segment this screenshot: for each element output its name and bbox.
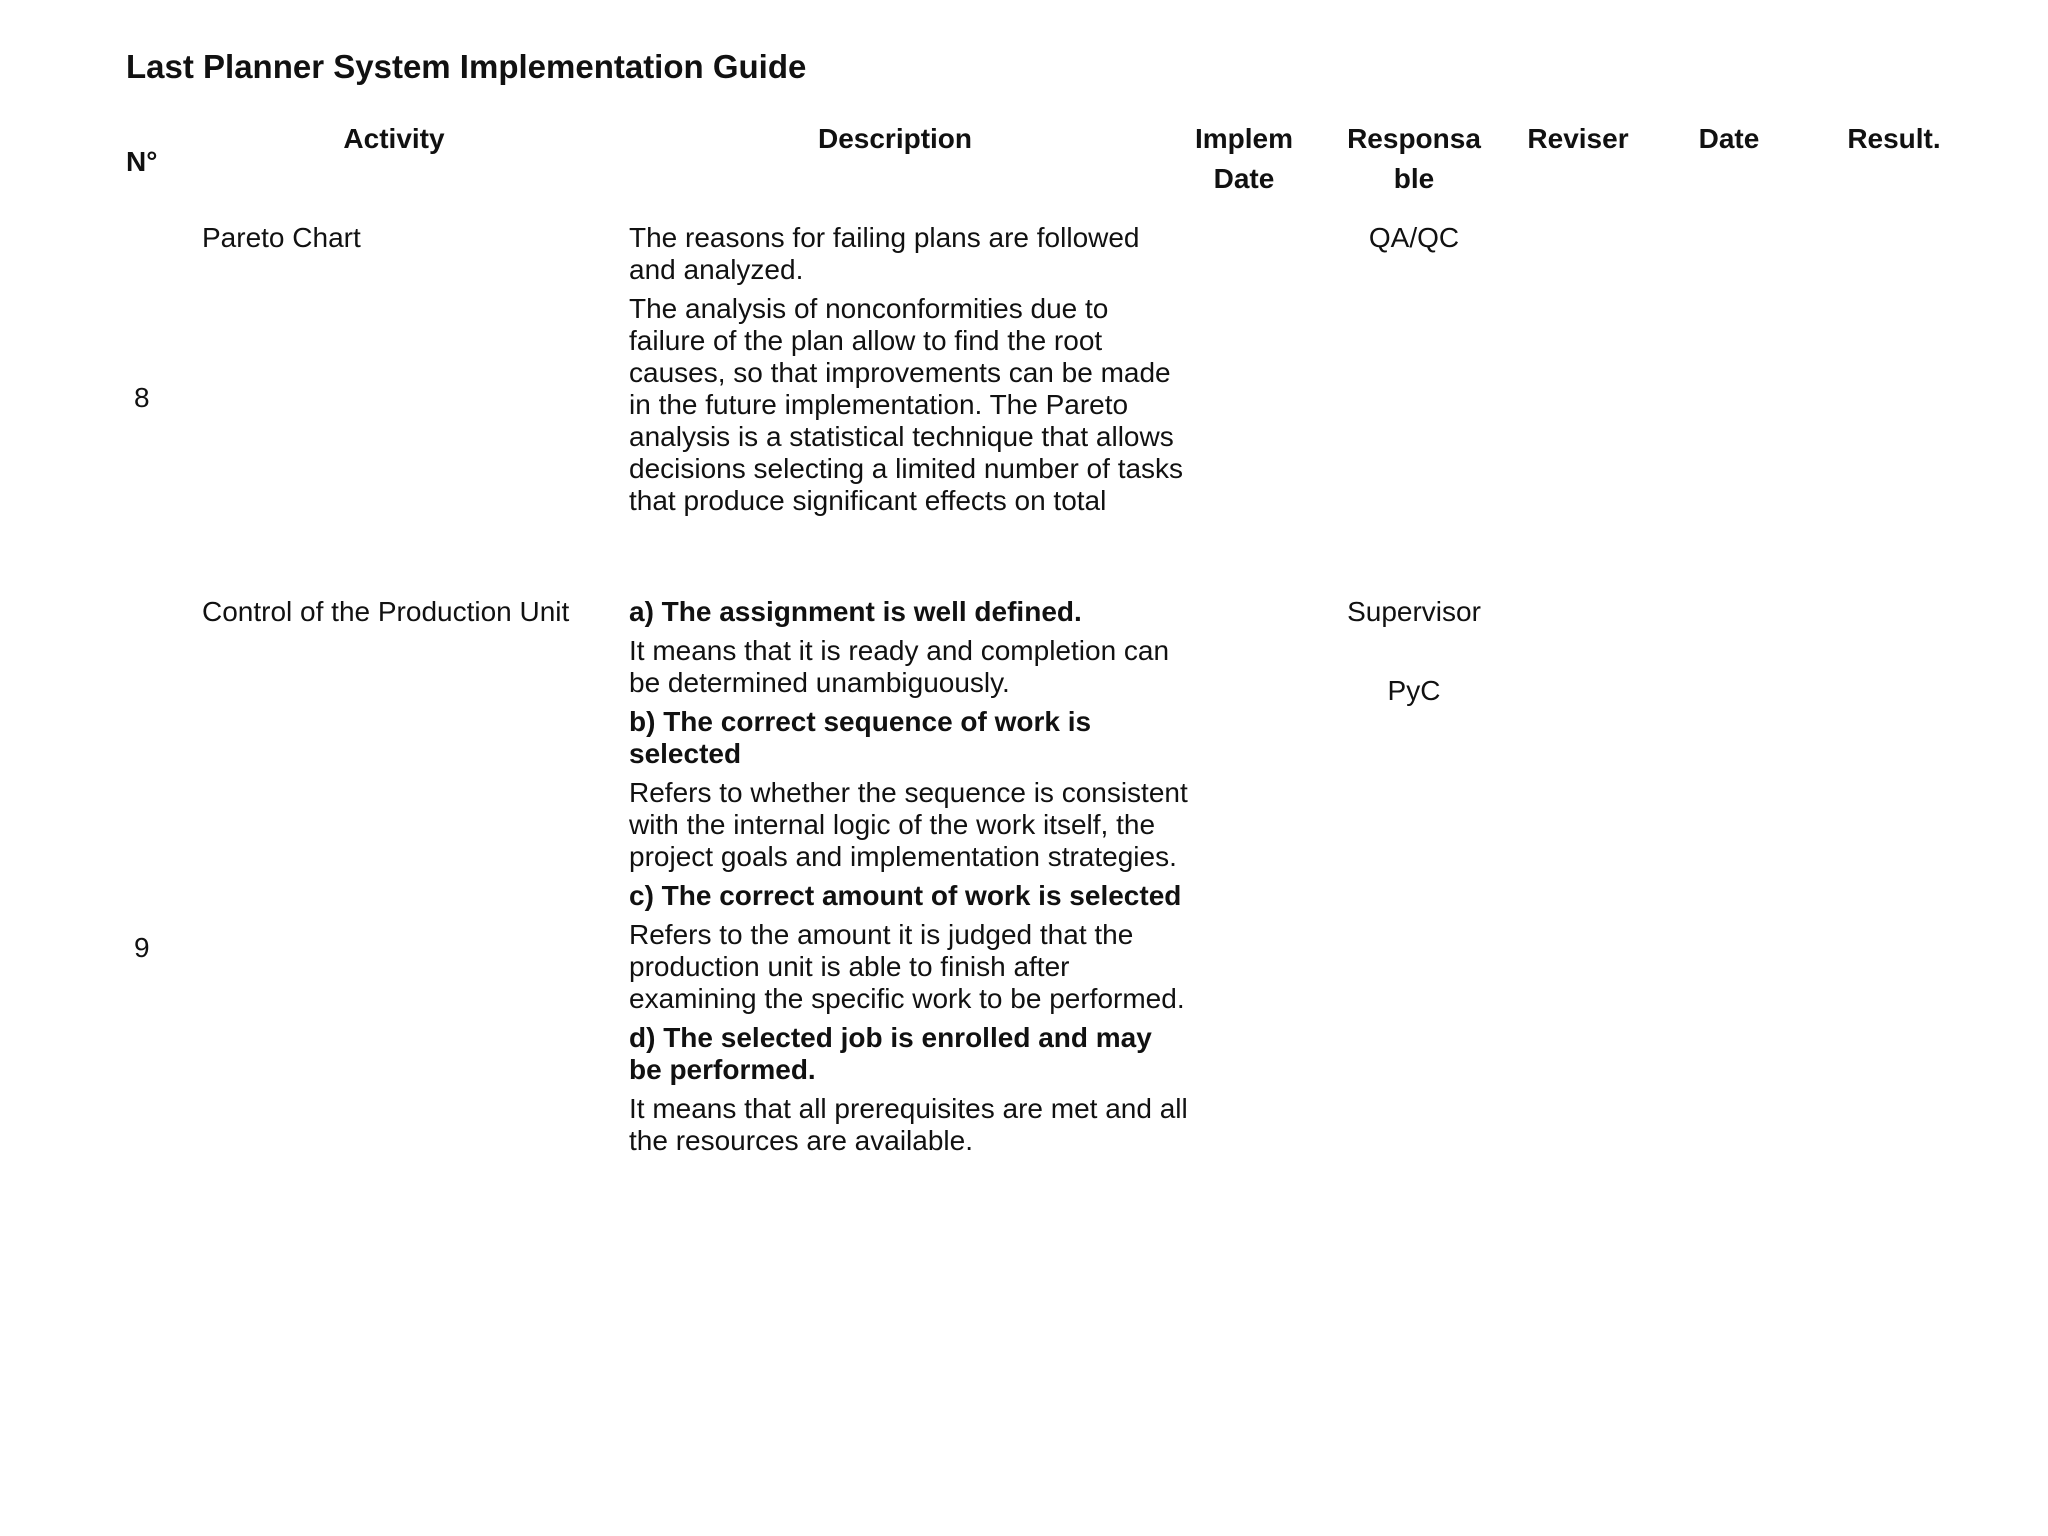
row-9-criterion-c-heading: c) The correct amount of work is selected bbox=[629, 880, 1182, 911]
header-reviser: Reviser bbox=[1527, 123, 1629, 154]
row-9-criterion-c-text: Refers to the amount it is judged that the production unit is able to finish after examining the specific work to be performed. bbox=[629, 919, 1185, 1014]
row-9-criterion-b-heading: b) The correct sequence of work is selected bbox=[629, 706, 1092, 769]
row-8-number: 8 bbox=[134, 382, 150, 413]
row-9-criterion-a-text: It means that it is ready and completion can be determined unambiguously. bbox=[629, 635, 1170, 698]
row-9-criterion-d-heading: d) The selected job is enrolled and may be performed. bbox=[629, 1022, 1152, 1085]
header-implem-date-line2: Date bbox=[1213, 163, 1275, 194]
page-title: Last Planner System Implementation Guide bbox=[126, 48, 807, 85]
header-responsable-line2: ble bbox=[1393, 163, 1435, 194]
row-9-criterion-b-text: Refers to whether the sequence is consistent with the internal logic of the work itself, the project goals and implementation strategies. bbox=[629, 777, 1188, 872]
row-9-criterion-d-text: It means that all prerequisites are met and all the resources are available. bbox=[629, 1093, 1188, 1156]
row-9-number: 9 bbox=[134, 932, 150, 963]
header-responsable-line1: Responsa bbox=[1347, 123, 1481, 154]
header-implem-date bbox=[1174, 119, 1314, 199]
header-activity: Activity bbox=[343, 123, 445, 154]
row-8-responsable: QA/QC bbox=[1368, 222, 1460, 253]
row-9-description bbox=[629, 596, 1189, 1157]
row-8-description-para-1: The reasons for failing plans are followed and analyzed. bbox=[629, 222, 1140, 285]
header-description: Description bbox=[817, 123, 973, 154]
row-9-responsable-1: Supervisor bbox=[1347, 596, 1481, 627]
row-9-activity: Control of the Production Unit bbox=[202, 596, 570, 627]
row-9-criterion-a-heading: a) The assignment is well defined. bbox=[629, 596, 1082, 627]
header-number: N° bbox=[126, 146, 158, 177]
header-implem-date-line1: Implem bbox=[1194, 123, 1294, 154]
row-8-activity: Pareto Chart bbox=[202, 222, 361, 253]
header-date: Date bbox=[1698, 123, 1760, 154]
row-8-description bbox=[629, 222, 1189, 517]
row-8-description-para-2: The analysis of nonconformities due to failure of the plan allow to find the root causes, so that improvements can be made in the future implementation. The Pareto analysis is a statistical technique that allows decisions selecting a limited number of tasks that produce significant effects on total bbox=[629, 293, 1184, 516]
row-9-responsable-2: PyC bbox=[1387, 675, 1441, 706]
header-result: Result. bbox=[1847, 123, 1941, 154]
header-responsable bbox=[1324, 119, 1504, 199]
